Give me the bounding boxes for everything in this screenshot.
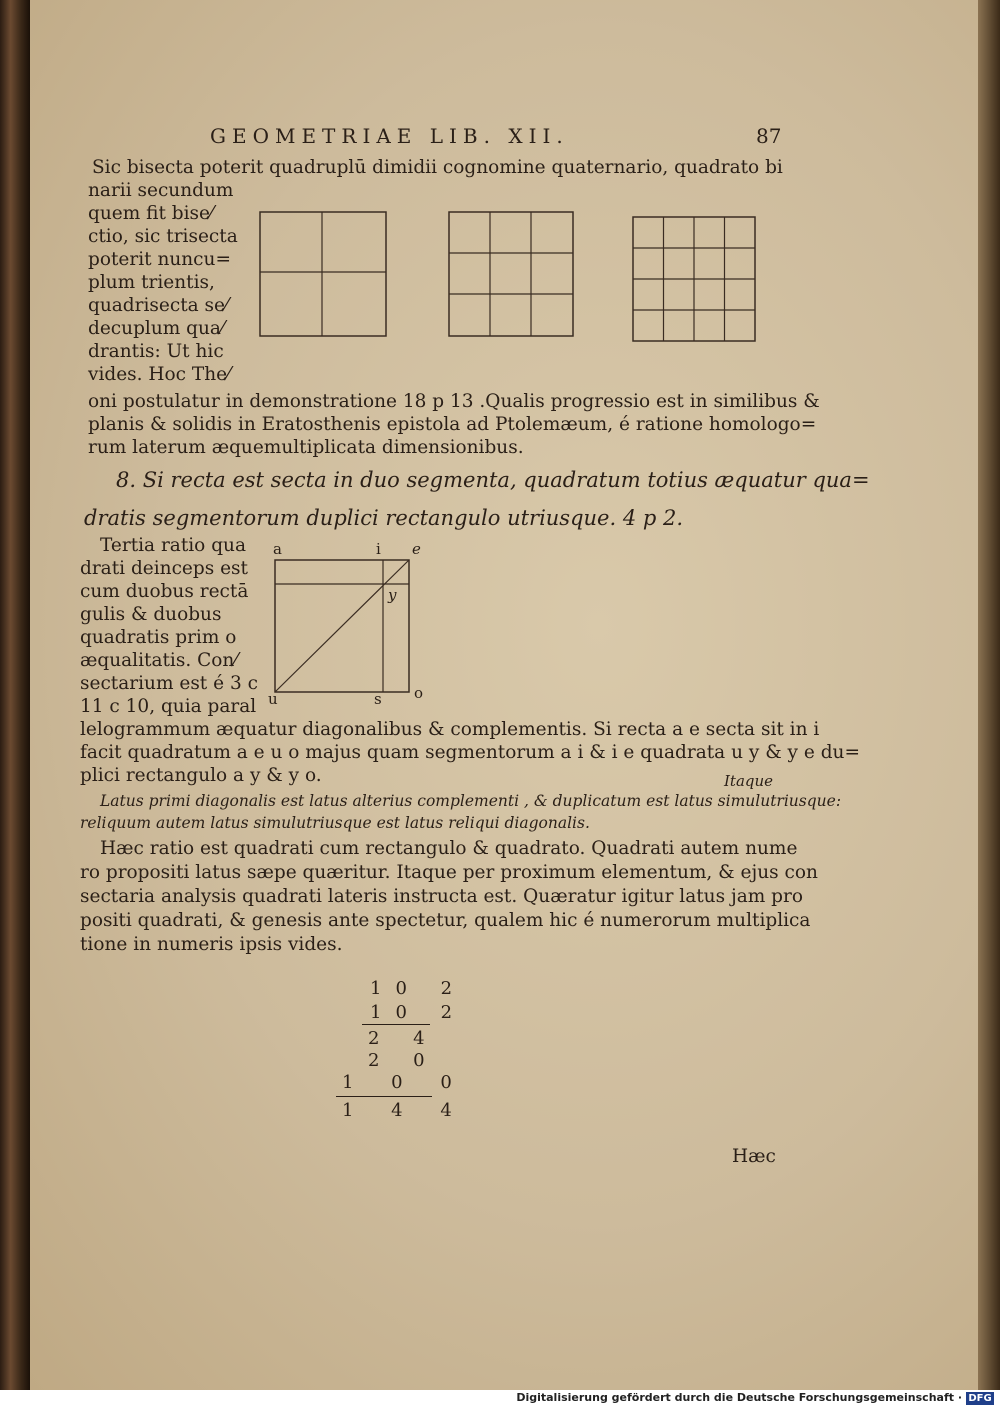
footer-credit: Digitalisierung gefördert durch die Deutsche Forschungsgemeinschaft · xyxy=(516,1391,962,1404)
para2-side-5: æqualitatis. Con⁄ xyxy=(80,650,238,671)
figure-label-s: s xyxy=(374,690,382,708)
para1-rest-0: oni postulatur in demonstratione 18 p 13 .Qualis progressio est in similibus & xyxy=(88,391,820,412)
para1-rest-1: planis & solidis in Eratosthenis epistola ad Ptolemæum, é ratione homologo= xyxy=(88,414,817,435)
figure-label-i: i xyxy=(376,540,381,558)
para2-side-0: Tertia ratio qua xyxy=(100,535,246,556)
note-line2: reliquum autem latus simulutriusque est latus reliqui diagonalis. xyxy=(80,814,590,832)
proposition-line1: 8. Si recta est secta in duo segmenta, quadratum totius æquatur qua= xyxy=(116,468,870,492)
mult-row-0: 10 2 xyxy=(370,978,467,999)
para1-side-3: poterit nuncu= xyxy=(88,249,231,270)
figure-label-e: e xyxy=(412,540,421,558)
para1-side-8: vides. Hoc The⁄ xyxy=(88,364,231,385)
square-diagonal-figure xyxy=(270,556,420,696)
square-quadrisected-figure xyxy=(631,215,757,343)
para1-side-2: ctio, sic trisecta xyxy=(88,226,238,247)
para3-line-4: tione in numeris ipsis vides. xyxy=(80,934,343,955)
mult-row-4: 1 0 0 xyxy=(342,1072,468,1093)
para2-rest-0: lelogrammum æquatur diagonalibus & complementis. Si recta a e secta sit in i xyxy=(80,719,820,740)
page-edge xyxy=(978,0,1000,1390)
para2-side-1: drati deinceps est xyxy=(80,558,248,579)
mult-row-3: 2 0 xyxy=(368,1050,439,1071)
mult-row-1: 10 2 xyxy=(370,1002,467,1023)
para2-rest-2: plici rectangulo a y & y o. xyxy=(80,765,322,786)
para1-side-6: decuplum qua⁄ xyxy=(88,318,225,339)
mult-row-2: 2 4 xyxy=(368,1028,439,1049)
para2-rest-1: facit quadratum a e u o majus quam segmentorum a i & i e quadrata u y & y e du= xyxy=(80,742,860,763)
para1-side-0: narii secundum xyxy=(88,180,234,201)
note-line1: Latus primi diagonalis est latus alterius complementi , & duplicatum est latus simulutriusque: xyxy=(100,792,842,810)
para3-line-0: Hæc ratio est quadrati cum rectangulo & quadrato. Quadrati autem nume xyxy=(100,838,798,859)
footer-bar xyxy=(0,1390,1000,1408)
para3-line-3: positi quadrati, & genesis ante spectetur, qualem hic é numerorum multiplica xyxy=(80,910,811,931)
figure-label-u: u xyxy=(268,690,278,708)
catchword-haec: Hæc xyxy=(732,1146,776,1167)
para1-side-5: quadrisecta se⁄ xyxy=(88,295,229,316)
para2-side-6: sectarium est é 3 c xyxy=(80,673,258,694)
para2-side-2: cum duobus rectā xyxy=(80,581,249,602)
para2-side-4: quadratis prim o xyxy=(80,627,237,648)
square-trisected-figure xyxy=(447,210,575,338)
square-bisected-figure xyxy=(258,210,388,338)
para2-side-7: 11 c 10, quia paral xyxy=(80,696,257,717)
catchword-itaque: Itaque xyxy=(724,772,774,790)
running-title: GEOMETRIAE LIB. XII. xyxy=(210,124,569,148)
mult-rule-2 xyxy=(336,1096,432,1097)
para1-line1: Sic bisecta poterit quadruplū dimidii cognomine quaternario, quadrato bi xyxy=(92,157,783,178)
para1-side-4: plum trientis, xyxy=(88,272,215,293)
figure-label-a: a xyxy=(273,540,282,558)
para3-line-2: sectaria analysis quadrati lateris instructa est. Quæratur igitur latus jam pro xyxy=(80,886,803,907)
para2-side-3: gulis & duobus xyxy=(80,604,222,625)
figure-label-o: o xyxy=(414,684,424,702)
book-spine xyxy=(0,0,30,1390)
para1-side-1: quem fit bise⁄ xyxy=(88,203,214,224)
para1-side-7: drantis: Ut hic xyxy=(88,341,224,362)
para3-line-1: ro propositi latus sæpe quæritur. Itaque per proximum elementum, & ejus con xyxy=(80,862,818,883)
figure-label-y: y xyxy=(388,586,397,604)
para1-rest-2: rum laterum æquemultiplicata dimensionibus. xyxy=(88,437,524,458)
page-number: 87 xyxy=(756,124,782,148)
mult-row-5: 1 4 4 xyxy=(342,1100,468,1121)
proposition-line2: dratis segmentorum duplici rectangulo utriusque. 4 p 2. xyxy=(84,506,684,530)
dfg-logo: DFG xyxy=(966,1392,994,1405)
mult-rule-1 xyxy=(362,1024,430,1025)
